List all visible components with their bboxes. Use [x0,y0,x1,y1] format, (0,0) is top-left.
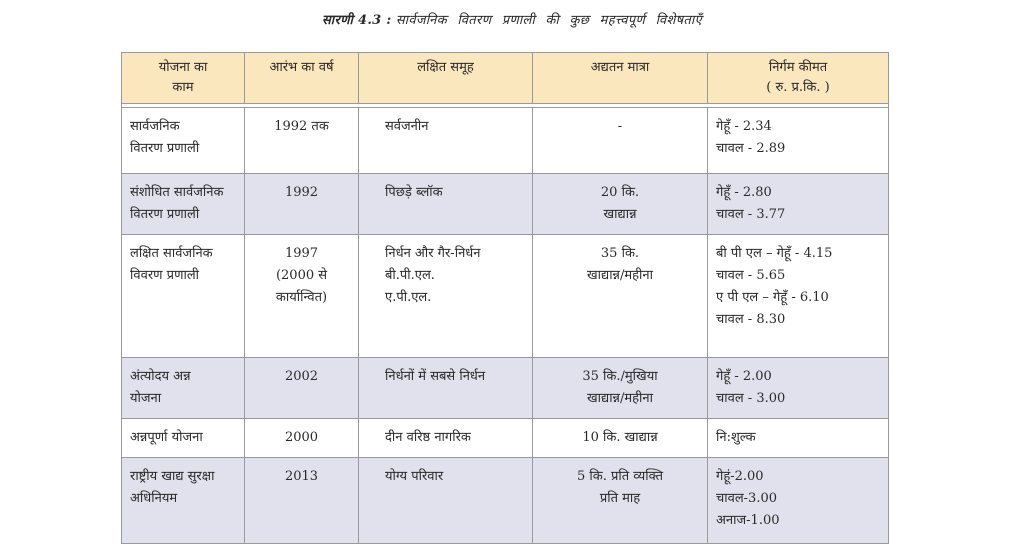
cell-line: ए.पी.एल. [385,290,432,305]
table-row [122,458,889,544]
cell-line: खाद्यान्न [603,207,637,222]
cell-line: चावल - 3.00 [716,391,786,406]
cell-quantity [533,108,707,146]
cell-year [245,358,358,396]
cell-line: ए पी एल – गेहूँ - 6.10 [716,290,829,305]
pds-features-table [121,52,889,544]
cell-price [708,458,888,540]
cell-line: गेहूँ - 2.00 [716,369,772,384]
cell-line: विवरण प्रणाली [130,268,200,283]
cell-line: कार्यान्वित) [275,290,328,305]
cell-line: खाद्यान्न/महीना [587,268,653,283]
table-row [122,358,889,419]
table-row [122,419,889,458]
cell-line: 35 कि./मुखिया [582,369,658,384]
cell-line: खाद्यान्न/महीना [587,391,653,406]
cell-line: 35 कि. [600,246,640,261]
cell-price [708,358,888,418]
cell-line: 10 कि. खाद्यान्न [582,430,658,445]
cell-line: चावल - 2.89 [716,141,786,156]
cell-line: दीन वरिष्ठ नागरिक [385,430,471,445]
cell-line: 2002 [284,369,319,384]
cell-line: अधिनियम [130,491,178,506]
cell-line: 1992 तक [274,119,329,134]
cell-target [359,458,532,496]
cell-price [708,419,888,457]
cell-target [359,108,532,146]
cell-line: अन्नपूर्णा योजना [130,430,203,445]
cell-quantity [533,419,707,457]
cell-line: राष्ट्रीय खाद्य सुरक्षा [130,469,215,484]
cell-line: वितरण प्रणाली [130,207,200,222]
cell-line: लक्षित सार्वजनिक [130,246,213,261]
cell-quantity [533,358,707,418]
cell-line: 2000 [284,430,319,445]
header-target-group [359,53,533,104]
cell-scheme [122,108,244,168]
cell-line: निर्धन और गैर-निर्धन [385,246,481,261]
cell-line: चावल - 5.65 [716,268,786,283]
cell-scheme [122,458,244,518]
cell-scheme [122,419,244,457]
cell-year [245,174,358,212]
table-row [122,235,889,358]
cell-line: लक्षित समूह [417,60,474,75]
cell-line: चावल-3.00 [716,491,778,506]
cell-line: ( रु. प्र.कि. ) [766,80,830,95]
cell-line: अद्यतन मात्रा [590,60,650,75]
header-row [122,53,889,104]
table-caption [0,10,1024,28]
caption-text: सार्वजनिक वितरण प्रणाली की कुछ महत्त्वपूर्ण विशेषताएँ [395,13,702,28]
cell-line: बी.पी.एल. [385,268,435,283]
table-row [122,108,889,174]
header-issue-price [708,53,889,104]
cell-line: अंत्योदय अन्न [130,369,191,384]
cell-line: आरंभ का वर्ष [269,60,334,75]
cell-line: अनाज-1.00 [716,513,780,528]
cell-line: प्रति माह [599,491,641,506]
cell-year [245,108,358,146]
header-start-year [245,53,359,104]
header-quantity [533,53,708,104]
cell-line: 1992 [284,185,319,200]
cell-line: - [617,119,623,134]
cell-line: नि:शुल्क [716,430,756,445]
cell-year [245,235,358,317]
cell-line: पिछड़े ब्लॉक [385,185,443,200]
cell-line: चावल - 3.77 [716,207,786,222]
cell-line: 1997 [284,246,319,261]
cell-line: गेहूं-2.00 [716,469,764,484]
cell-line: योजना का [158,60,208,75]
cell-line: काम [172,80,194,95]
cell-line: गेहूँ - 2.34 [716,119,772,134]
cell-line: योग्य परिवार [385,469,444,484]
cell-line: योजना [130,391,162,406]
cell-line: निर्धनों में सबसे निर्धन [385,369,486,384]
table-row [122,174,889,235]
caption-label: सारणी 4.3 : [322,13,392,28]
cell-scheme [122,174,244,234]
cell-target [359,358,532,396]
cell-target [359,174,532,212]
cell-year [245,419,358,457]
cell-target [359,235,532,317]
cell-line: वितरण प्रणाली [130,141,200,156]
cell-target [359,419,532,457]
cell-line: (2000 से [275,268,328,283]
cell-line: 20 कि. [600,185,640,200]
cell-quantity [533,458,707,518]
cell-line: 2013 [284,469,319,484]
cell-line: गेहूँ - 2.80 [716,185,772,200]
cell-quantity [533,174,707,234]
cell-quantity [533,235,707,295]
cell-scheme [122,358,244,418]
cell-price [708,235,888,339]
cell-price [708,174,888,234]
cell-line: 5 कि. प्रति व्यक्ति [576,469,664,484]
cell-line: सार्वजनिक [130,119,180,134]
cell-line: संशोधित सार्वजनिक [130,185,224,200]
cell-line: चावल - 8.30 [716,312,786,327]
header-scheme [122,53,245,104]
cell-price [708,108,888,168]
cell-line: निर्गम कीमत [768,60,828,75]
cell-year [245,458,358,496]
cell-line: बी पी एल – गेहूँ - 4.15 [716,246,833,261]
cell-scheme [122,235,244,295]
cell-line: सर्वजनीन [385,119,429,134]
